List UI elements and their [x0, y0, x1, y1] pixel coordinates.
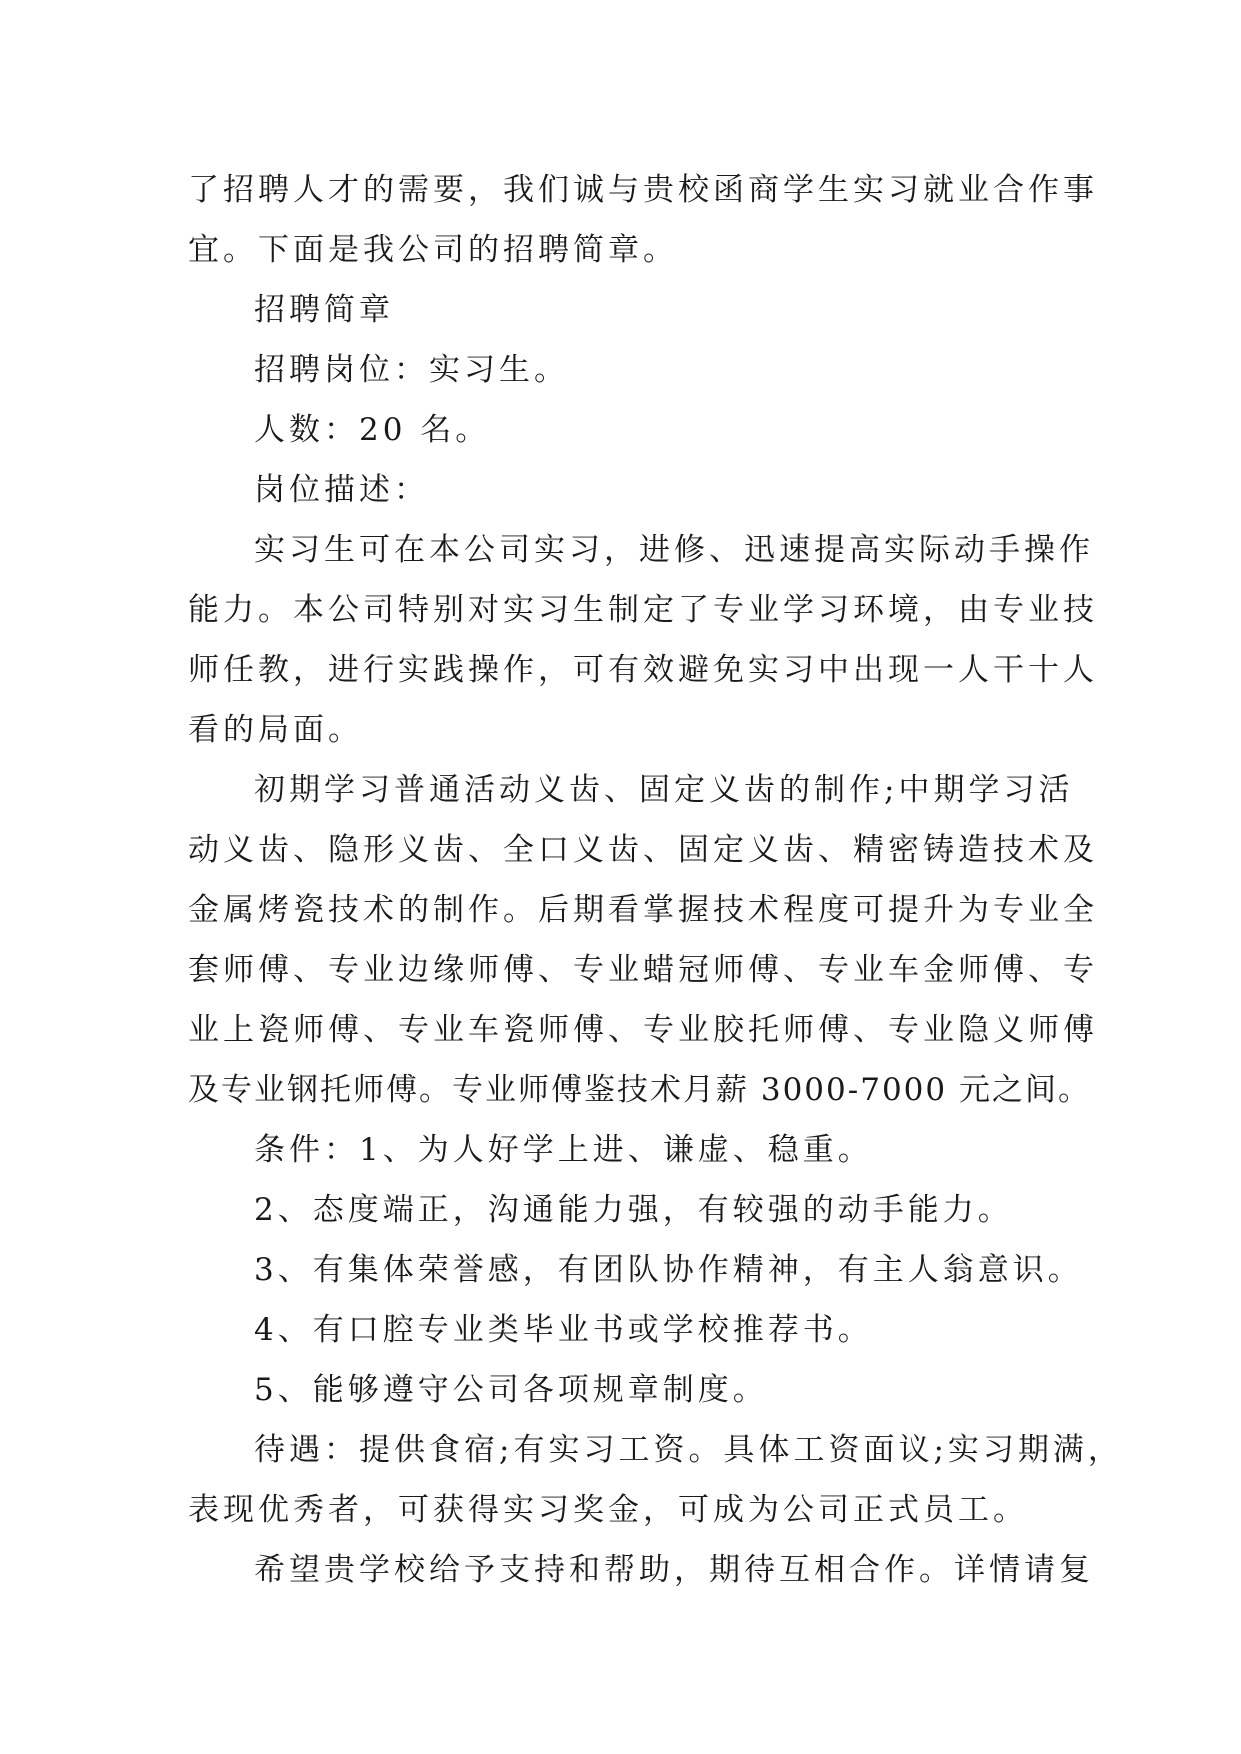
closing-line-1: 希望贵学校给予支持和帮助，期待互相合作。详情请复 — [254, 1552, 1094, 1588]
training-line-4: 套师傅、专业边缘师傅、专业蜡冠师傅、专业车金师傅、专 — [188, 952, 1098, 988]
description-line-3: 师任教，进行实践操作，可有效避免实习中出现一人干十人 — [188, 652, 1098, 688]
training-line-5: 业上瓷师傅、专业车瓷师傅、专业胶托师傅、专业隐义师傅 — [188, 1012, 1098, 1048]
requirement-4: 4、有口腔专业类毕业书或学校推荐书。 — [254, 1312, 873, 1348]
requirement-1: 条件：1、为人好学上进、谦虚、稳重。 — [254, 1132, 873, 1168]
document-body — [188, 160, 1123, 1600]
requirement-5: 5、能够遵守公司各项规章制度。 — [254, 1372, 768, 1408]
requirement-2: 2、态度端正，沟通能力强，有较强的动手能力。 — [254, 1192, 1013, 1228]
training-line-2: 动义齿、隐形义齿、全口义齿、固定义齿、精密铸造技术及 — [188, 832, 1098, 868]
body-line-2: 宜。下面是我公司的招聘简章。 — [188, 232, 678, 268]
description-line-2: 能力。本公司特别对实习生制定了专业学习环境，由专业技 — [188, 592, 1098, 628]
training-line-3: 金属烤瓷技术的制作。后期看掌握技术程度可提升为专业全 — [188, 892, 1098, 928]
body-line-1: 了招聘人才的需要，我们诚与贵校函商学生实习就业合作事 — [188, 172, 1098, 208]
benefits-line-2: 表现优秀者，可获得实习奖金，可成为公司正式员工。 — [188, 1492, 1028, 1528]
headcount-line: 人数：20 名。 — [254, 412, 491, 448]
benefits-line-1: 待遇：提供食宿;有实习工资。具体工资面议;实习期满， — [254, 1432, 1123, 1468]
training-line-6: 及专业钢托师傅。专业师傅鉴技术月薪 3000-7000 元之间。 — [188, 1072, 1091, 1108]
position-line: 招聘岗位：实习生。 — [254, 352, 569, 388]
job-description-heading: 岗位描述： — [254, 472, 429, 508]
training-line-1: 初期学习普通活动义齿、固定义齿的制作;中期学习活 — [254, 772, 1074, 808]
description-line-4: 看的局面。 — [188, 712, 363, 748]
description-line-1: 实习生可在本公司实习，进修、迅速提高实际动手操作 — [254, 532, 1094, 568]
section-heading-recruitment-brochure: 招聘简章 — [254, 292, 394, 328]
requirement-3: 3、有集体荣誉感，有团队协作精神，有主人翁意识。 — [254, 1252, 1083, 1288]
